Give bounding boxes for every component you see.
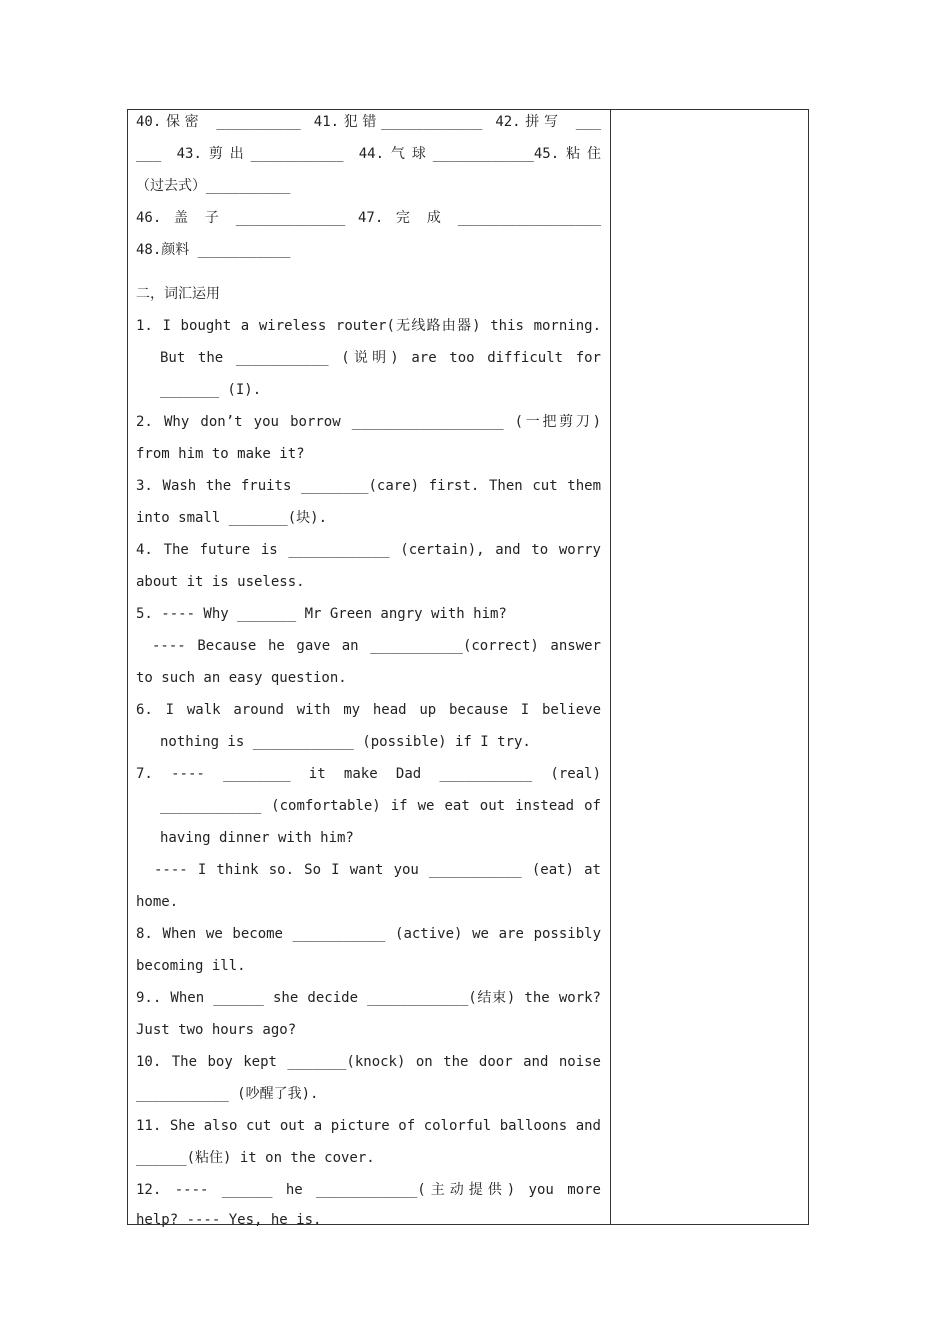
vocab-line-40-42: 40.保密 __________ 41.犯错____________ 42.拼写 ___	[136, 114, 601, 130]
question-12: 12. ---- ______ he ____________(主动提供) you more	[136, 1182, 601, 1198]
question-7-line-3: having dinner with him?	[160, 830, 354, 846]
question-2: 2. Why don’t you borrow __________________ (一把剪刀)	[136, 414, 601, 430]
question-7-line-2: ____________ (comfortable) if we eat out instead of	[160, 798, 601, 814]
question-4: 4. The future is ____________ (certain), and to worry	[136, 542, 601, 558]
question-3-line-2: into small _______(块).	[136, 510, 328, 526]
question-1-line-3: _______ (I).	[160, 382, 262, 398]
vocab-line-43-45: ___ 43.剪出___________ 44.气球____________45.粘住	[136, 146, 601, 162]
question-1: 1. I bought a wireless router(无线路由器) this morning.	[136, 318, 601, 334]
question-5: 5. ---- Why _______ Mr Green angry with him?	[136, 606, 507, 622]
question-6: 6. I walk around with my head up because I believe	[136, 702, 601, 718]
question-8: 8. When we become ___________ (active) we are possibly	[136, 926, 601, 942]
question-12-line-2: help? ---- Yes, he is.	[136, 1212, 322, 1228]
vocab-line-46-47: 46. 盖 子 _____________ 47. 完 成 _________________	[136, 210, 601, 226]
question-5-line-2: ---- Because he gave an ___________(correct) answer	[152, 638, 601, 654]
vocab-line-48: 48.颜料 ___________	[136, 242, 291, 258]
question-11: 11. She also cut out a picture of colorful balloons and	[136, 1118, 601, 1134]
question-9: 9.. When ______ she decide ____________(结束) the work?	[136, 990, 601, 1006]
question-7-line-4: ---- I think so. So I want you ___________ (eat) at	[154, 862, 601, 878]
question-1-line-2: But the ___________ (说明) are too difficult for	[160, 350, 601, 366]
column-divider	[610, 110, 611, 1224]
question-6-line-2: nothing is ____________ (possible) if I try.	[160, 734, 531, 750]
question-5-line-3: to such an easy question.	[136, 670, 347, 686]
question-4-line-2: about it is useless.	[136, 574, 305, 590]
question-9-line-2: Just two hours ago?	[136, 1022, 297, 1038]
question-7-line-5: home.	[136, 894, 179, 910]
vocab-line-45-cont: （过去式）__________	[136, 178, 291, 194]
question-3: 3. Wash the fruits ________(care) first. Then cut them	[136, 478, 601, 494]
question-7: 7. ---- ________ it make Dad ___________ (real)	[136, 766, 601, 782]
section-heading: 二，词汇运用	[136, 286, 220, 302]
question-2-line-2: from him to make it?	[136, 446, 305, 462]
question-11-line-2: ______(粘住) it on the cover.	[136, 1150, 375, 1166]
worksheet-table	[127, 109, 809, 1228]
question-10: 10. The boy kept _______(knock) on the door and noise	[136, 1054, 601, 1070]
question-10-line-2: ___________ (吵醒了我).	[136, 1086, 319, 1102]
question-8-line-2: becoming ill.	[136, 958, 246, 974]
